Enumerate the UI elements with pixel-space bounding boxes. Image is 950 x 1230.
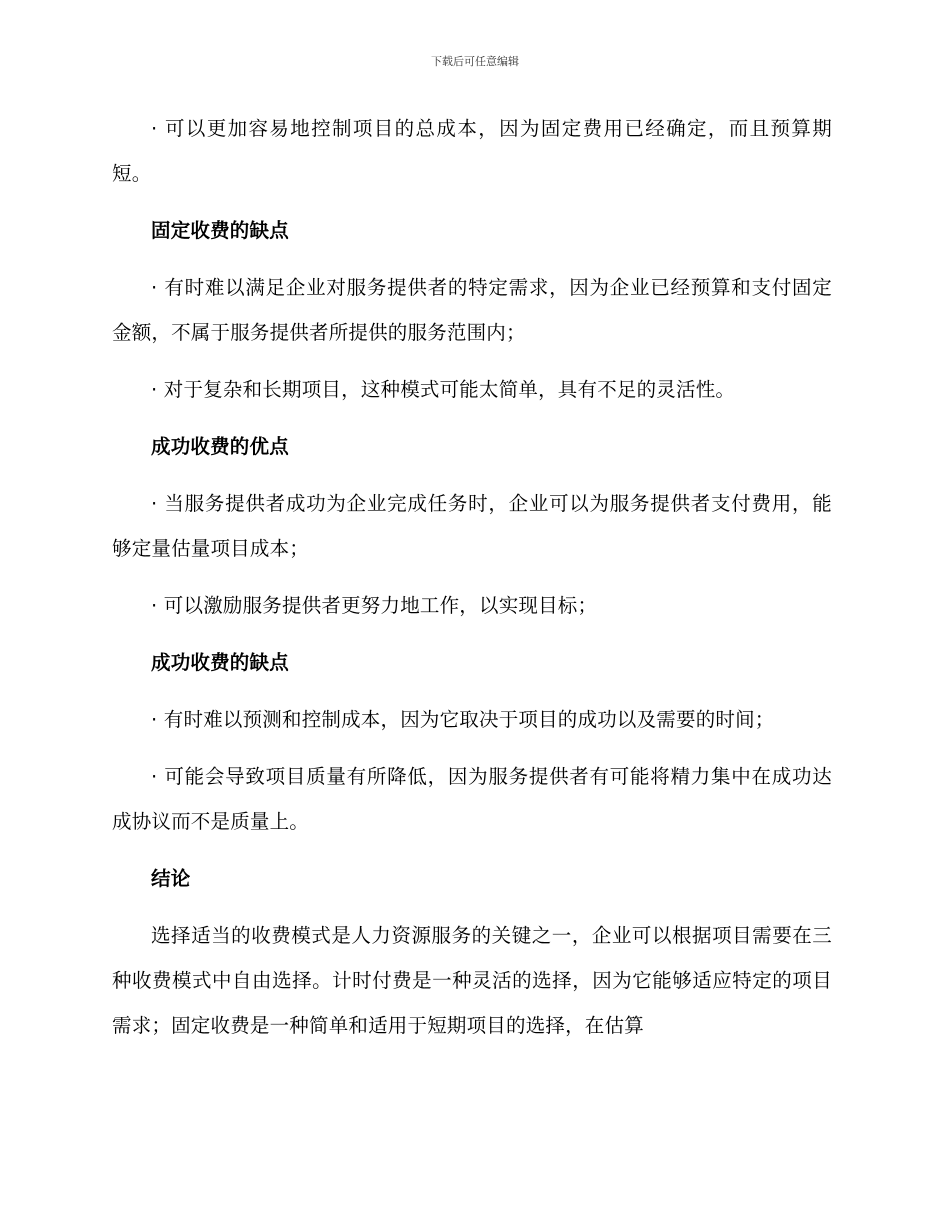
bullet-fixed-fee-advantage-cost-control: · 可以更加容易地控制项目的总成本，因为固定费用已经确定，而且预算期短。 bbox=[112, 117, 832, 185]
page-header: 下载后可任意编辑 bbox=[431, 55, 519, 68]
bullet-fixed-fee-disadvantage-specific-needs: · 有时难以满足企业对服务提供者的特定需求，因为企业已经预算和支付固定金额，不属于服务提供者所提供的服务范围内； bbox=[112, 276, 832, 344]
bullet-success-fee-disadvantage-quality: · 可能会导致项目质量有所降低，因为服务提供者有可能将精力集中在成功达成协议而不是质量上。 bbox=[112, 765, 832, 833]
section-heading-fixed-fee-disadvantages: 固定收费的缺点 bbox=[151, 219, 289, 242]
bullet-fixed-fee-disadvantage-flexibility: · 对于复杂和长期项目，这种模式可能太简单，具有不足的灵活性。 bbox=[151, 378, 736, 401]
section-heading-success-fee-disadvantages: 成功收费的缺点 bbox=[151, 651, 289, 674]
bullet-success-fee-advantage-motivation: · 可以激励服务提供者更努力地工作，以实现目标； bbox=[151, 594, 598, 617]
section-heading-conclusion: 结论 bbox=[151, 867, 191, 890]
document-body bbox=[112, 106, 832, 1048]
section-heading-success-fee-advantages: 成功收费的优点 bbox=[151, 435, 289, 458]
conclusion-paragraph: 选择适当的收费模式是人力资源服务的关键之一，企业可以根据项目需要在三种收费模式中自由选择。计时付费是一种灵活的选择，因为它能够适应特定的项目需求；固定收费是一种简单和适用于短期项目的选择，在估算 bbox=[112, 924, 832, 1037]
bullet-success-fee-disadvantage-predict-cost: · 有时难以预测和控制成本，因为它取决于项目的成功以及需要的时间； bbox=[151, 708, 775, 731]
bullet-success-fee-advantage-payment: · 当服务提供者成功为企业完成任务时，企业可以为服务提供者支付费用，能够定量估量项目成本； bbox=[112, 492, 832, 560]
